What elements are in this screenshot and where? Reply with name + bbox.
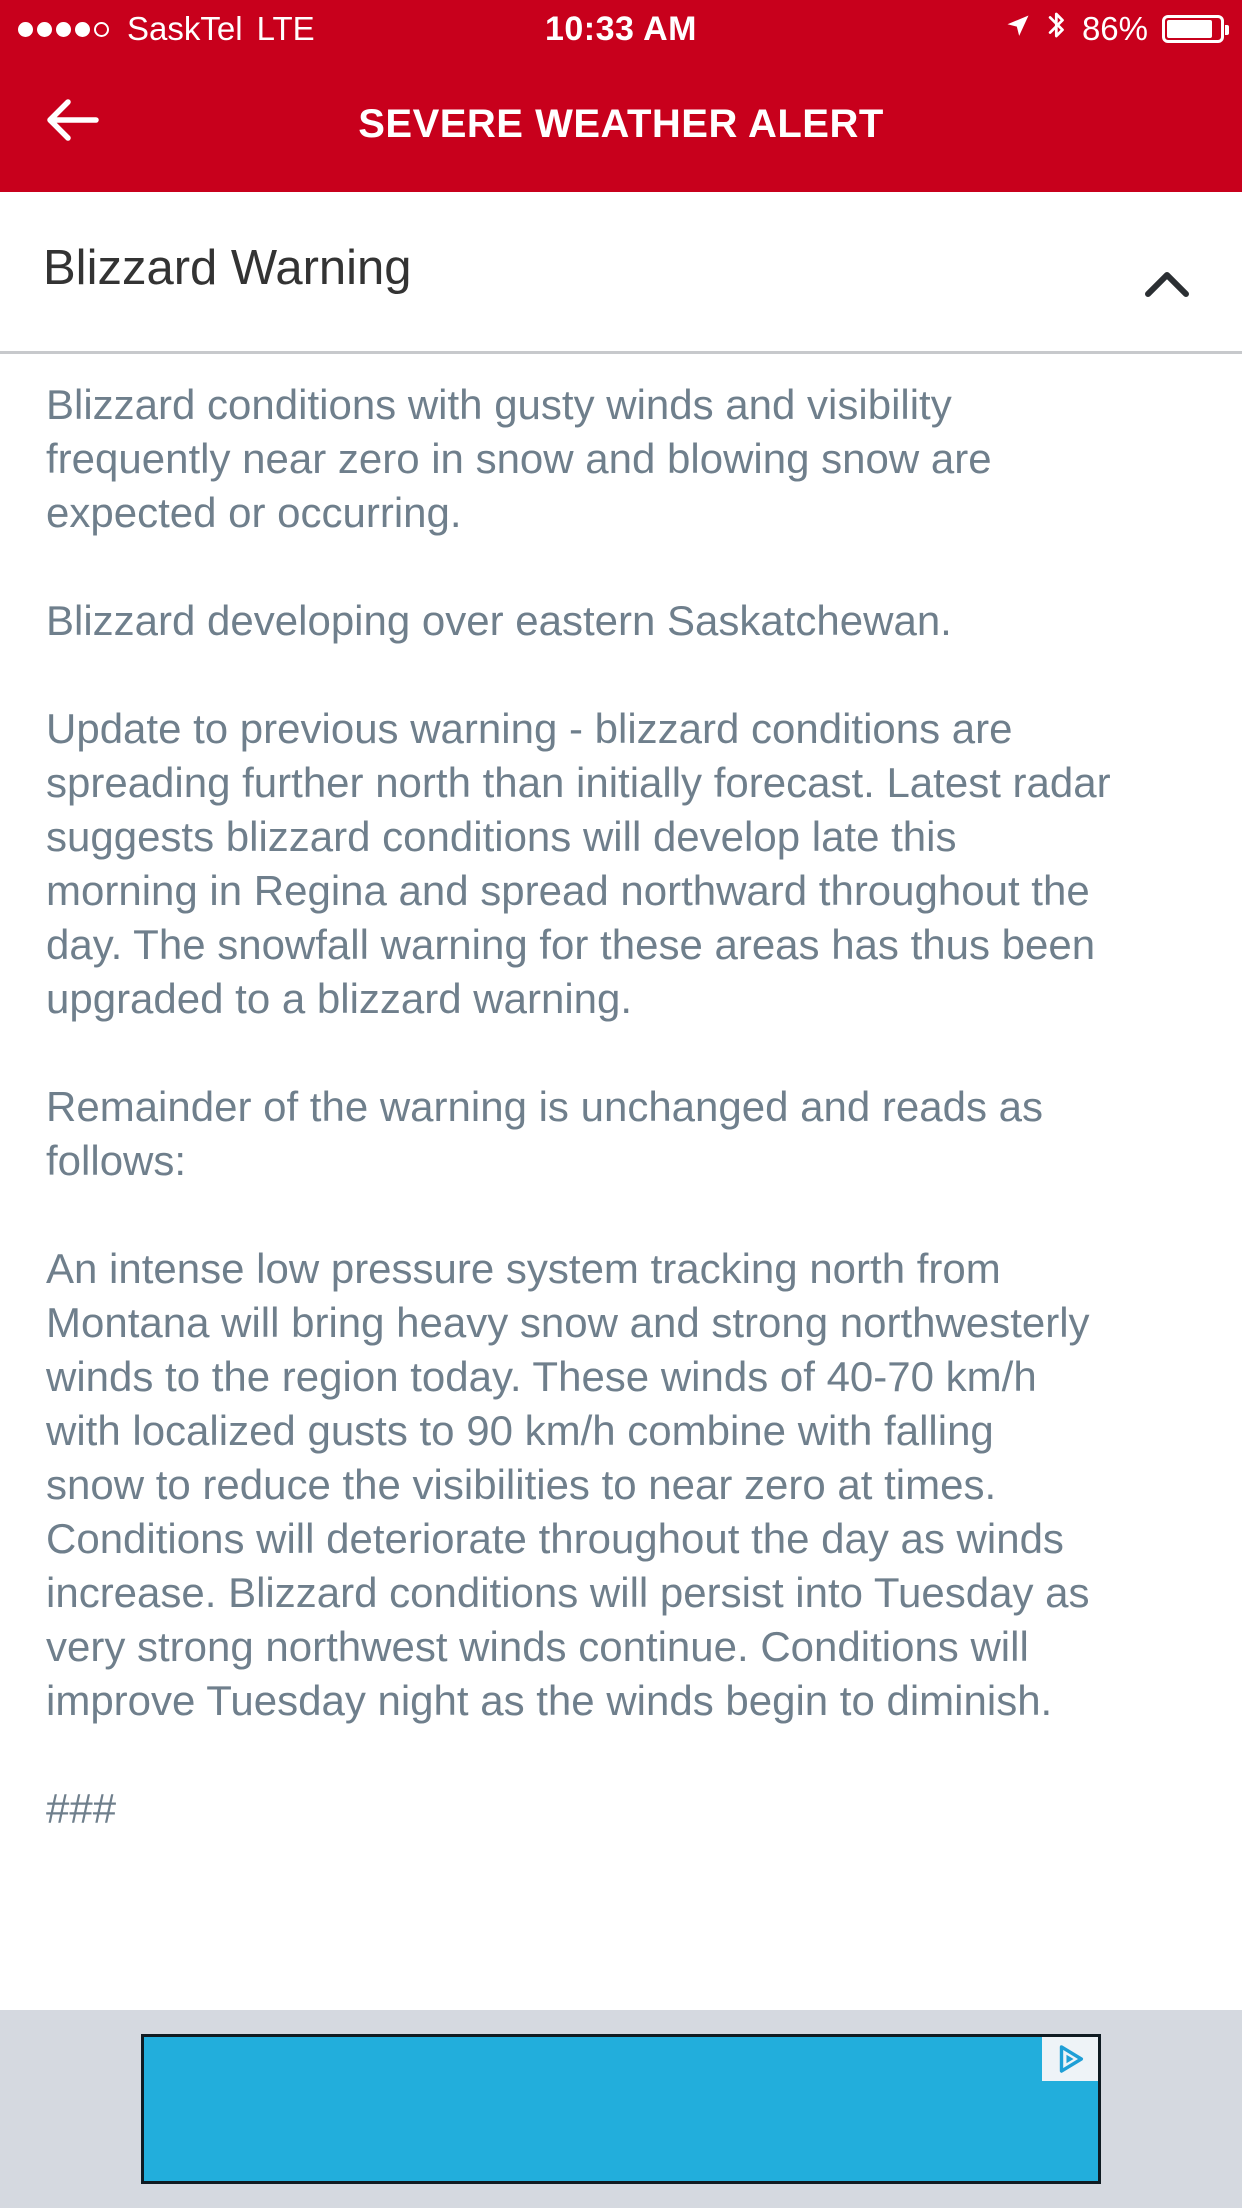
page-title: SEVERE WEATHER ALERT bbox=[358, 102, 884, 146]
warning-end-marker: ### bbox=[46, 1785, 117, 1832]
warning-paragraph-5: An intense low pressure system tracking north from Montana will bring heavy snow and strong northwesterly winds to the region today. These winds of 40-70 km/h with localized gusts to 90 km/h combine with falling snow to reduce the visibilities to near zero at times. Conditions will deteriorate throughout the day as winds increase. Blizzard conditions will persist into Tuesday as very strong northwest winds continue. Conditions will improve Tuesday night as the winds begin to diminish. bbox=[46, 1245, 1090, 1724]
warning-accordion-header[interactable] bbox=[0, 192, 1242, 354]
bluetooth-icon bbox=[1046, 8, 1068, 50]
adchoices-icon[interactable] bbox=[1042, 2037, 1098, 2081]
warning-title: Blizzard Warning bbox=[43, 241, 412, 295]
status-time: 10:33 AM bbox=[544, 10, 698, 48]
warning-paragraph-1: Blizzard conditions with gusty winds and visibility frequently near zero in snow and blowing snow are expected or occurring. bbox=[46, 381, 992, 536]
ad-banner[interactable] bbox=[141, 2034, 1101, 2184]
location-arrow-icon bbox=[1004, 10, 1032, 48]
chevron-up-icon[interactable] bbox=[1144, 268, 1190, 298]
app-header bbox=[0, 0, 1242, 192]
carrier-name: SaskTel bbox=[127, 10, 243, 47]
network-type: LTE bbox=[256, 10, 315, 47]
status-bar bbox=[0, 0, 1242, 62]
status-right bbox=[1004, 8, 1224, 50]
ad-area bbox=[0, 2010, 1242, 2208]
warning-details bbox=[46, 378, 1206, 1890]
battery-level-fill bbox=[1167, 20, 1212, 38]
nav-bar bbox=[0, 62, 1242, 192]
battery-percent: 86% bbox=[1081, 10, 1148, 47]
warning-paragraph-3: Update to previous warning - blizzard conditions are spreading further north than initially forecast. Latest radar suggests blizzard conditions will develop late this morning in Regina and spread northward throughout the day. The snowfall warning for these areas has thus been upgraded to a blizzard warning. bbox=[46, 705, 1111, 1022]
battery-icon bbox=[1162, 15, 1224, 43]
warning-paragraph-2: Blizzard developing over eastern Saskatchewan. bbox=[46, 597, 952, 644]
warning-paragraph-4: Remainder of the warning is unchanged and reads as follows: bbox=[46, 1083, 1043, 1184]
